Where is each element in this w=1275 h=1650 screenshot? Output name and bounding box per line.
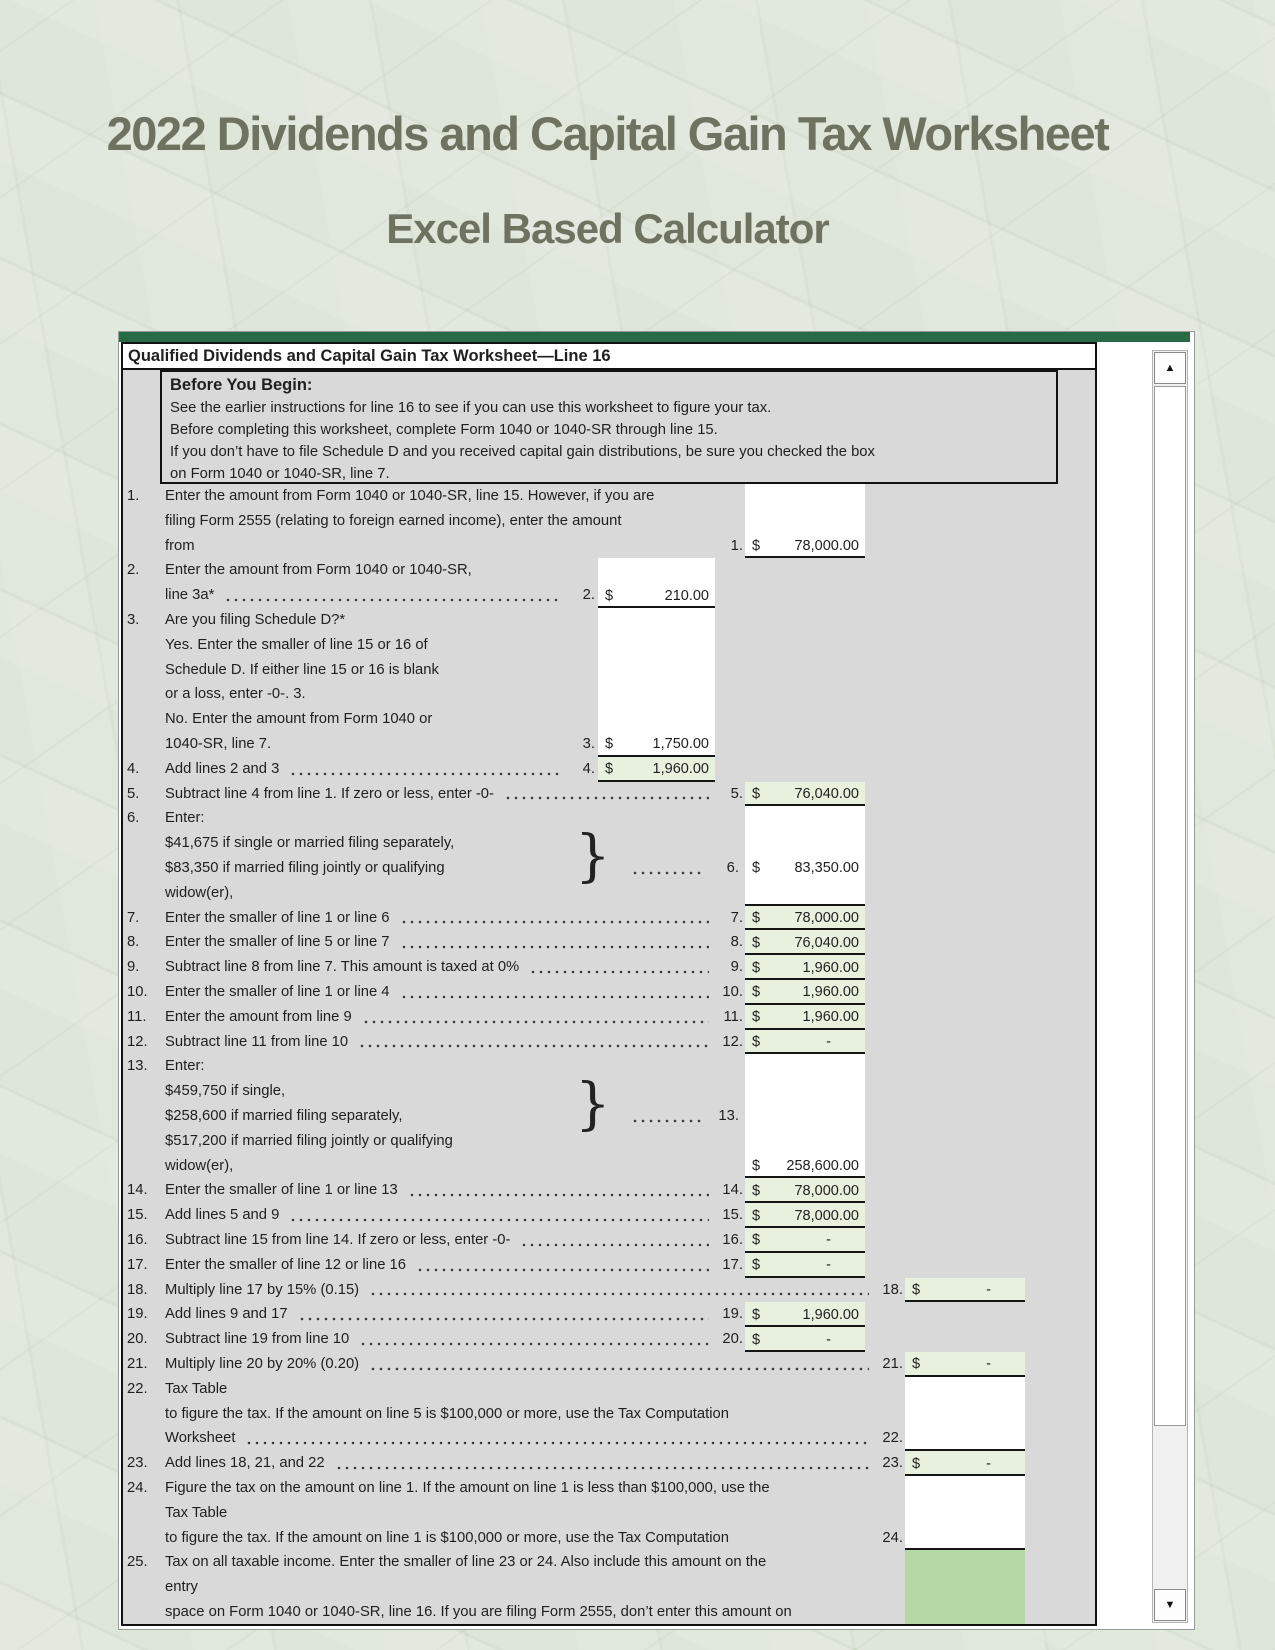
- dot-leader: [298, 1317, 709, 1321]
- before-you-begin-line: If you don’t have to file Schedule D and you received capital gain distributions, be sure you checked the box: [170, 444, 875, 460]
- line-text: line 3a*: [165, 587, 215, 604]
- line-value-number: 12.: [722, 1033, 743, 1050]
- line-text: Schedule D. If either line 15 or 16 is blank: [165, 661, 439, 678]
- cell-amount: 78,000.00: [794, 1182, 859, 1199]
- line-number: 15.: [127, 1207, 148, 1224]
- line-text-block: [165, 1327, 743, 1352]
- line-number: 8.: [127, 934, 140, 951]
- scrollbar-thumb[interactable]: [1154, 386, 1186, 1426]
- line-value-number: 2.: [582, 587, 595, 604]
- worksheet-line-13: [123, 1054, 1095, 1178]
- currency-symbol: $: [752, 537, 761, 554]
- page-subtitle: Excel Based Calculator: [386, 205, 829, 252]
- line-text: entry: [165, 1579, 198, 1596]
- line-text: $459,750 if single,: [165, 1083, 286, 1100]
- worksheet-line-2: [123, 558, 1095, 608]
- worksheet-line-22: [123, 1377, 1095, 1451]
- currency-symbol: $: [752, 1009, 761, 1026]
- currency-symbol: $: [752, 1257, 761, 1274]
- line-text-block: [165, 1253, 743, 1278]
- value-cell-line-18[interactable]: [905, 1278, 1025, 1303]
- line-number: 14.: [127, 1182, 148, 1199]
- worksheet-line-11: [123, 1005, 1095, 1030]
- worksheet-line-1: [123, 484, 1095, 558]
- page-title: 2022 Dividends and Capital Gain Tax Worksheet: [106, 107, 1109, 160]
- worksheet-line-6: [123, 806, 1095, 905]
- line-text: Subtract line 11 from line 10: [165, 1033, 349, 1050]
- line-value-number: 11.: [723, 1008, 743, 1025]
- dot-leader: [400, 995, 709, 999]
- line-text-block: [165, 782, 743, 807]
- line-text-block: [165, 1030, 743, 1055]
- line-text: Subtract line 15 from line 14. If zero or less, enter -0-: [165, 1231, 511, 1248]
- currency-symbol: $: [752, 1306, 761, 1323]
- line-number: 18.: [127, 1281, 148, 1298]
- currency-symbol: $: [752, 934, 761, 951]
- line-value-number: 9.: [730, 959, 743, 976]
- line-number: 2.: [127, 562, 140, 579]
- dot-leader: [224, 598, 561, 602]
- line-number: 4.: [127, 760, 140, 777]
- line-number: 22.: [127, 1380, 148, 1397]
- value-cell-line-14[interactable]: [745, 1178, 865, 1203]
- cell-amount: -: [986, 1356, 991, 1373]
- line-text-block: [165, 1550, 903, 1624]
- line-text: from: [165, 537, 195, 554]
- line-value-number: 1.: [730, 537, 743, 554]
- value-cell-line-21[interactable]: [905, 1352, 1025, 1377]
- line-text-block: [165, 1228, 743, 1253]
- value-cell-line-4[interactable]: [598, 757, 715, 782]
- scroll-up-icon: ▲: [1164, 362, 1176, 374]
- line-text: Enter the smaller of line 5 or line 7: [165, 934, 390, 951]
- line-text: Enter:: [165, 810, 205, 827]
- worksheet-line-24: [123, 1476, 1095, 1550]
- line-text: Multiply line 17 by 15% (0.15): [165, 1281, 360, 1298]
- worksheet-line-15: [123, 1203, 1095, 1228]
- line-text: Figure the tax on the amount on line 1. If the amount on line 1 is less than $100,000, use the: [165, 1479, 770, 1496]
- line-text: $517,200 if married filing jointly or qualifying: [165, 1132, 453, 1149]
- cell-amount: -: [826, 1257, 831, 1274]
- cell-amount: -: [826, 1232, 831, 1249]
- worksheet-line-3: [123, 608, 1095, 757]
- line-value-number: 8.: [730, 934, 743, 951]
- cell-amount: 1,960.00: [802, 1009, 859, 1026]
- value-cell-line-24[interactable]: [905, 1476, 1025, 1550]
- line-text-block: [165, 757, 595, 782]
- line-text: Enter the amount from Form 1040 or 1040-SR,: [165, 562, 472, 579]
- dot-leader: [362, 1020, 709, 1024]
- before-you-begin-line: Before completing this worksheet, complete Form 1040 or 1040-SR through line 15.: [170, 422, 718, 438]
- vertical-scrollbar[interactable]: [1152, 350, 1188, 1623]
- currency-symbol: $: [752, 1033, 761, 1050]
- dot-leader: [529, 970, 709, 974]
- line-text: widow(er),: [165, 884, 234, 901]
- value-cell-line-7[interactable]: [745, 906, 865, 931]
- line-text-block: [165, 1352, 903, 1377]
- line-text: Enter the smaller of line 1 or line 13: [165, 1182, 398, 1199]
- line-text: No. Enter the amount from Form 1040 or: [165, 711, 433, 728]
- line-text: or a loss, enter -0-. 3.: [165, 686, 306, 703]
- curly-brace: }: [575, 1071, 611, 1137]
- value-cell-line-9[interactable]: [745, 955, 865, 980]
- value-cell-line-1[interactable]: [745, 484, 865, 558]
- value-cell-line-23[interactable]: [905, 1451, 1025, 1476]
- line-value-number: 18.: [882, 1281, 903, 1298]
- line-text-block: [165, 955, 743, 980]
- cell-amount: -: [826, 1033, 831, 1050]
- line-number: 11.: [127, 1008, 147, 1025]
- line-number: 16.: [127, 1231, 148, 1248]
- dot-leader: [504, 796, 709, 800]
- worksheet-line-9: [123, 955, 1095, 980]
- value-cell-line-2[interactable]: [598, 558, 715, 608]
- scroll-down-icon: ▼: [1164, 1599, 1176, 1611]
- line-text: Are you filing Schedule D?*: [165, 611, 346, 628]
- value-cell-line-12[interactable]: [745, 1030, 865, 1055]
- before-you-begin-line: See the earlier instructions for line 16 to see if you can use this worksheet to figure your tax.: [170, 400, 772, 416]
- cell-amount: 76,040.00: [794, 934, 859, 951]
- worksheet-line-5: [123, 782, 1095, 807]
- line-text-block: [165, 484, 743, 558]
- line-text: Enter the smaller of line 1 or line 6: [165, 909, 390, 926]
- line-text: $83,350 if married filing jointly or qualifying: [165, 859, 445, 876]
- currency-symbol: $: [752, 1182, 761, 1199]
- line-text: Subtract line 8 from line 7. This amount is taxed at 0%: [165, 959, 520, 976]
- cell-amount: 83,350.00: [794, 860, 859, 877]
- line-text-block: [165, 930, 743, 955]
- curly-brace: }: [575, 823, 611, 889]
- line-number: 24.: [127, 1479, 148, 1496]
- line-text: Multiply line 20 by 20% (0.20): [165, 1355, 360, 1372]
- worksheet-line-4: [123, 757, 1095, 782]
- currency-symbol: $: [752, 984, 761, 1001]
- worksheet-line-19: [123, 1302, 1095, 1327]
- worksheet-line-21: [123, 1352, 1095, 1377]
- line-value-number: 3.: [582, 735, 595, 752]
- value-cell-line-15[interactable]: [745, 1203, 865, 1228]
- line-text: Worksheet: [165, 1430, 236, 1447]
- value-cell-line-16[interactable]: [745, 1228, 865, 1253]
- line-value-number: 4.: [582, 760, 595, 777]
- before-you-begin-line: on Form 1040 or 1040-SR, line 7.: [170, 466, 390, 482]
- line-text: Tax Table: [165, 1504, 228, 1521]
- line-number: 21.: [127, 1355, 148, 1372]
- scroll-up-button[interactable]: [1154, 352, 1186, 384]
- dot-leader: [631, 1119, 705, 1123]
- value-cell-line-17[interactable]: [745, 1253, 865, 1278]
- worksheet-lines: [123, 484, 1095, 1626]
- line-text: Tax Table: [165, 1380, 228, 1397]
- worksheet-line-14: [123, 1178, 1095, 1203]
- currency-symbol: $: [912, 1455, 921, 1472]
- value-cell-line-19[interactable]: [745, 1302, 865, 1327]
- value-cell-line-22[interactable]: [905, 1377, 1025, 1451]
- worksheet-line-17: [123, 1253, 1095, 1278]
- cell-amount: 1,960.00: [802, 959, 859, 976]
- currency-symbol: $: [752, 1207, 761, 1224]
- line-number: 1.: [127, 488, 140, 504]
- line-text: Add lines 5 and 9: [165, 1207, 280, 1224]
- line-number: 13.: [127, 1058, 148, 1075]
- line-text-block: [165, 558, 595, 608]
- before-you-begin-title: Before You Begin:: [170, 376, 313, 394]
- line-value-number: 22.: [882, 1430, 903, 1447]
- currency-symbol: $: [605, 761, 614, 778]
- line-text: $258,600 if married filing separately,: [165, 1107, 403, 1124]
- value-cell-line-6[interactable]: [745, 806, 865, 905]
- worksheet-line-7: [123, 906, 1095, 931]
- cell-amount: 1,750.00: [652, 736, 709, 753]
- dot-leader: [408, 1193, 709, 1197]
- line-text-block: [165, 1476, 903, 1550]
- line-text: to figure the tax. If the amount on line 1 is $100,000 or more, use the Tax Computation: [165, 1529, 729, 1546]
- line-text-block: [165, 1005, 743, 1030]
- currency-symbol: $: [752, 909, 761, 926]
- line-text-block: [165, 1178, 743, 1203]
- worksheet-line-10: [123, 980, 1095, 1005]
- value-cell-line-11[interactable]: [745, 1005, 865, 1030]
- currency-symbol: $: [752, 1331, 761, 1348]
- cell-amount: 1,960.00: [802, 1306, 859, 1323]
- cell-amount: 76,040.00: [794, 785, 859, 802]
- dot-leader: [520, 1243, 709, 1247]
- line-text-block: [165, 1302, 743, 1327]
- cell-amount: 258,600.00: [786, 1157, 859, 1174]
- worksheet-header: Qualified Dividends and Capital Gain Tax Worksheet—Line 16: [123, 344, 1095, 370]
- line-text: space on Form 1040 or 1040-SR, line 16. If you are filing Form 2555, don’t enter this amount on: [165, 1603, 792, 1620]
- line-number: 19.: [127, 1306, 148, 1323]
- dot-leader: [631, 871, 705, 875]
- line-text: Enter the smaller of line 1 or line 4: [165, 983, 390, 1000]
- line-text: Enter the amount from line 9: [165, 1008, 352, 1025]
- dot-leader: [335, 1466, 869, 1470]
- line-number: 10.: [127, 983, 148, 1000]
- line-value-number: 24.: [882, 1529, 903, 1546]
- line-value-number: 19.: [722, 1306, 743, 1323]
- line-number: 23.: [127, 1455, 148, 1472]
- cell-amount: 1,960.00: [802, 984, 859, 1001]
- line-number: 7.: [127, 909, 140, 926]
- line-text: Add lines 9 and 17: [165, 1306, 288, 1323]
- line-number: 25.: [127, 1554, 148, 1571]
- line-text-block: [165, 1278, 903, 1303]
- line-text: $41,675 if single or married filing separately,: [165, 835, 455, 852]
- dot-leader: [369, 1367, 869, 1371]
- accent-top-bar: [119, 332, 1190, 342]
- cell-amount: -: [986, 1281, 991, 1298]
- dot-leader: [369, 1292, 869, 1296]
- dot-leader: [358, 1044, 709, 1048]
- line-value-number: 21.: [882, 1355, 903, 1372]
- currency-symbol: $: [752, 959, 761, 976]
- line-text: to figure the tax. If the amount on line 5 is $100,000 or more, use the Tax Computation: [165, 1405, 729, 1422]
- line-text-block: [165, 980, 743, 1005]
- line-value-number: 13.: [718, 1107, 739, 1124]
- dot-leader: [289, 772, 561, 776]
- line-value-number: 17.: [722, 1256, 743, 1273]
- line-text-block: [165, 906, 743, 931]
- line-number: 17.: [127, 1256, 148, 1273]
- value-cell-line-13[interactable]: [745, 1054, 865, 1178]
- line-text-block: [165, 1203, 743, 1228]
- embedded-worksheet-frame: [118, 331, 1195, 1630]
- value-cell-line-5[interactable]: [745, 782, 865, 807]
- worksheet-line-23: [123, 1451, 1095, 1476]
- line-text: Yes. Enter the smaller of line 15 or 16 of: [165, 636, 428, 653]
- currency-symbol: $: [605, 736, 614, 753]
- value-cell-line-3[interactable]: [598, 608, 715, 757]
- dot-leader: [289, 1218, 709, 1222]
- worksheet-line-20: [123, 1327, 1095, 1352]
- worksheet-line-16: [123, 1228, 1095, 1253]
- worksheet-line-12: [123, 1030, 1095, 1055]
- line-value-number: 10.: [722, 983, 743, 1000]
- worksheet-line-25: [123, 1550, 1095, 1624]
- worksheet-line-18: [123, 1278, 1095, 1303]
- cell-amount: 1,960.00: [652, 761, 709, 778]
- value-cell-line-25[interactable]: [905, 1550, 1025, 1624]
- line-text: widow(er),: [165, 1157, 234, 1174]
- currency-symbol: $: [605, 587, 614, 604]
- dot-leader: [359, 1342, 709, 1346]
- cell-amount: 78,000.00: [794, 1207, 859, 1224]
- value-cell-line-8[interactable]: [745, 930, 865, 955]
- currency-symbol: $: [752, 860, 761, 877]
- line-text: 1040-SR, line 7.: [165, 735, 272, 752]
- dot-leader: [245, 1441, 869, 1445]
- line-value-number: 6.: [726, 859, 739, 876]
- line-text: Add lines 2 and 3: [165, 760, 280, 777]
- line-text: Enter:: [165, 1058, 205, 1075]
- worksheet-sheet: [121, 342, 1097, 1626]
- line-text: Add lines 18, 21, and 22: [165, 1455, 325, 1472]
- line-text-block: [165, 608, 595, 757]
- value-cell-line-10[interactable]: [745, 980, 865, 1005]
- dot-leader: [416, 1268, 709, 1272]
- line-text: Subtract line 19 from line 10: [165, 1331, 350, 1348]
- line-value-number: 16.: [722, 1231, 743, 1248]
- line-number: 6.: [127, 810, 140, 827]
- cell-amount: -: [826, 1331, 831, 1348]
- line-number: 3.: [127, 611, 140, 628]
- before-you-begin-box: [160, 370, 1058, 484]
- line-text: Enter the smaller of line 12 or line 16: [165, 1256, 406, 1273]
- line-number: 9.: [127, 959, 140, 976]
- cell-amount: 78,000.00: [794, 537, 859, 554]
- line-text: filing Form 2555 (relating to foreign earned income), enter the amount: [165, 512, 622, 529]
- line-value-number: 14.: [722, 1182, 743, 1199]
- cell-amount: 78,000.00: [794, 909, 859, 926]
- line-text: Enter the amount from Form 1040 or 1040-SR, line 15. However, if you are: [165, 488, 655, 504]
- line-number: 12.: [127, 1033, 148, 1050]
- cell-amount: -: [986, 1455, 991, 1472]
- line-text-block: [165, 1377, 903, 1451]
- line-text-block: [165, 1451, 903, 1476]
- scroll-down-button[interactable]: [1154, 1589, 1186, 1621]
- line-value-number: 15.: [722, 1207, 743, 1224]
- currency-symbol: $: [912, 1356, 921, 1373]
- line-value-number: 7.: [730, 909, 743, 926]
- dot-leader: [400, 920, 709, 924]
- line-text: Tax on all taxable income. Enter the smaller of line 23 or 24. Also include this amount on the: [165, 1554, 767, 1571]
- line-number: 5.: [127, 785, 140, 802]
- currency-symbol: $: [752, 1157, 761, 1174]
- line-number: 20.: [127, 1331, 148, 1348]
- line-value-number: 20.: [722, 1331, 743, 1348]
- cell-amount: 210.00: [664, 587, 709, 604]
- currency-symbol: $: [752, 1232, 761, 1249]
- worksheet-line-8: [123, 930, 1095, 955]
- dot-leader: [400, 945, 709, 949]
- currency-symbol: $: [912, 1281, 921, 1298]
- line-value-number: 5.: [730, 785, 743, 802]
- line-value-number: 23.: [882, 1455, 903, 1472]
- line-text: Subtract line 4 from line 1. If zero or less, enter -0-: [165, 785, 494, 802]
- currency-symbol: $: [752, 785, 761, 802]
- value-cell-line-20[interactable]: [745, 1327, 865, 1352]
